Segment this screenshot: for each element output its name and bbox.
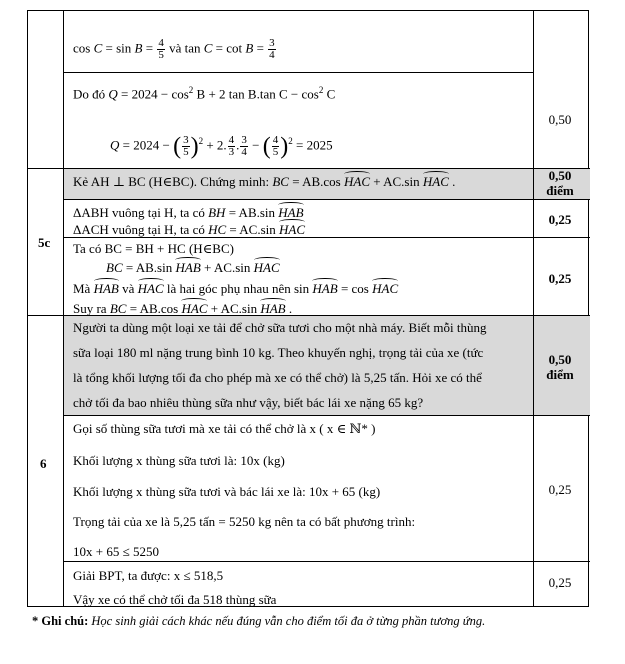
row7-line1: Gọi số thùng sữa tươi mà xe tải có thể chở là x ( x ∈ ℕ* ) (73, 421, 376, 436)
row5-line1: Ta có BC = BH + HC (H∈BC) (73, 241, 234, 256)
row-divider (63, 561, 590, 562)
row2-line2: Q = 2024 − ( $\frac{3}{5}$ )$^2$ + 2. $\frac{4}{3}$ . $\frac{3}{4}$ − ( $\frac{4}{5}$ )$^2$ = 2025 (110, 133, 333, 160)
row3-text: Kẻ AH ⊥ BC (H∈BC). Chứng minh: BC = AB.cos HAC + AC.sin HAC . (73, 174, 456, 189)
row-divider (63, 237, 590, 238)
row7-line5: 10x + 65 ≤ 5250 (73, 544, 159, 559)
fraction-3-4: $\frac{3}{4}$ (269, 37, 275, 61)
row6-para4: chở tối đa bao nhiêu thùng sữa như vậy, biết bác lái xe nặng 65 kg? (73, 395, 424, 410)
row7-line2: Khối lượng x thùng sữa tươi là: 10x (kg) (73, 453, 285, 468)
row7-line3: Khối lượng x thùng sữa tươi và bác lái xe là: 10x + 65 (kg) (73, 484, 381, 499)
section-label-6: 6 (40, 456, 47, 471)
row6-para3: là tổng khối lượng tối đa cho phép mà xe có thể chở) là 5,25 tấn. Hỏi xe có thể (73, 370, 482, 385)
fraction-4-5: $\frac{4}{5}$ (158, 37, 164, 61)
col-divider-2 (533, 11, 534, 606)
row1-text: cos C = sin B = $\frac{4}{5}$ và tan C = cot B = $\frac{3}{4}$ (73, 37, 275, 61)
section-label-5c: 5c (38, 235, 51, 250)
col-divider-1 (63, 11, 64, 606)
row-divider (63, 72, 533, 73)
score-row5: 0,25 (548, 271, 572, 286)
score-row7: 0,25 (548, 482, 572, 497)
score-row2: 0,50 (548, 112, 572, 127)
row7-line4: Trọng tải của xe là 5,25 tấn = 5250 kg nên ta có bất phương trình: (73, 514, 416, 529)
row2-line1: Do đó $Q = 2024 - \cos^2 B + 2$ tan B.tan $C - \cos^2 C$ (73, 85, 336, 102)
row6-para1: Người ta dùng một loại xe tải để chở sữa tươi cho một nhà máy. Biết mỗi thùng (73, 320, 487, 335)
row8-line2: Vậy xe có thể chở tối đa 518 thùng sữa (73, 592, 277, 607)
row-divider (63, 199, 590, 200)
row4-line1: ΔABH vuông tại H, ta có BH = AB.sin HAB (73, 205, 304, 220)
row8-line1: Giải BPT, ta được: x ≤ 518,5 (73, 568, 224, 583)
row5-line3: Mà HAB và HAC là hai góc phụ nhau nên sin HAB = cos HAC (73, 281, 399, 296)
row6-para2: sữa loại 180 ml nặng trung bình 10 kg. Theo khuyến nghị, trọng tải của xe (tức (73, 345, 484, 360)
row-divider (63, 415, 590, 416)
row5-line4: Suy ra BC = AB.cos HAC + AC.sin HAB . (73, 301, 293, 316)
score-row3: 0,50 điểm (546, 168, 574, 198)
score-row6: 0,50 điểm (546, 352, 574, 382)
row-divider (28, 168, 590, 169)
row5-line2: BC = AB.sin HAB + AC.sin HAC (106, 260, 280, 275)
score-row8: 0,25 (548, 575, 572, 590)
row4-line2: ΔACH vuông tại H, ta có HC = AC.sin HAC (73, 222, 306, 237)
score-row4: 0,25 (548, 212, 572, 227)
footnote: * Ghi chú: Học sinh giải cách khác nếu đúng vẫn cho điểm tối đa ở từng phần tương ứng. (32, 614, 486, 628)
